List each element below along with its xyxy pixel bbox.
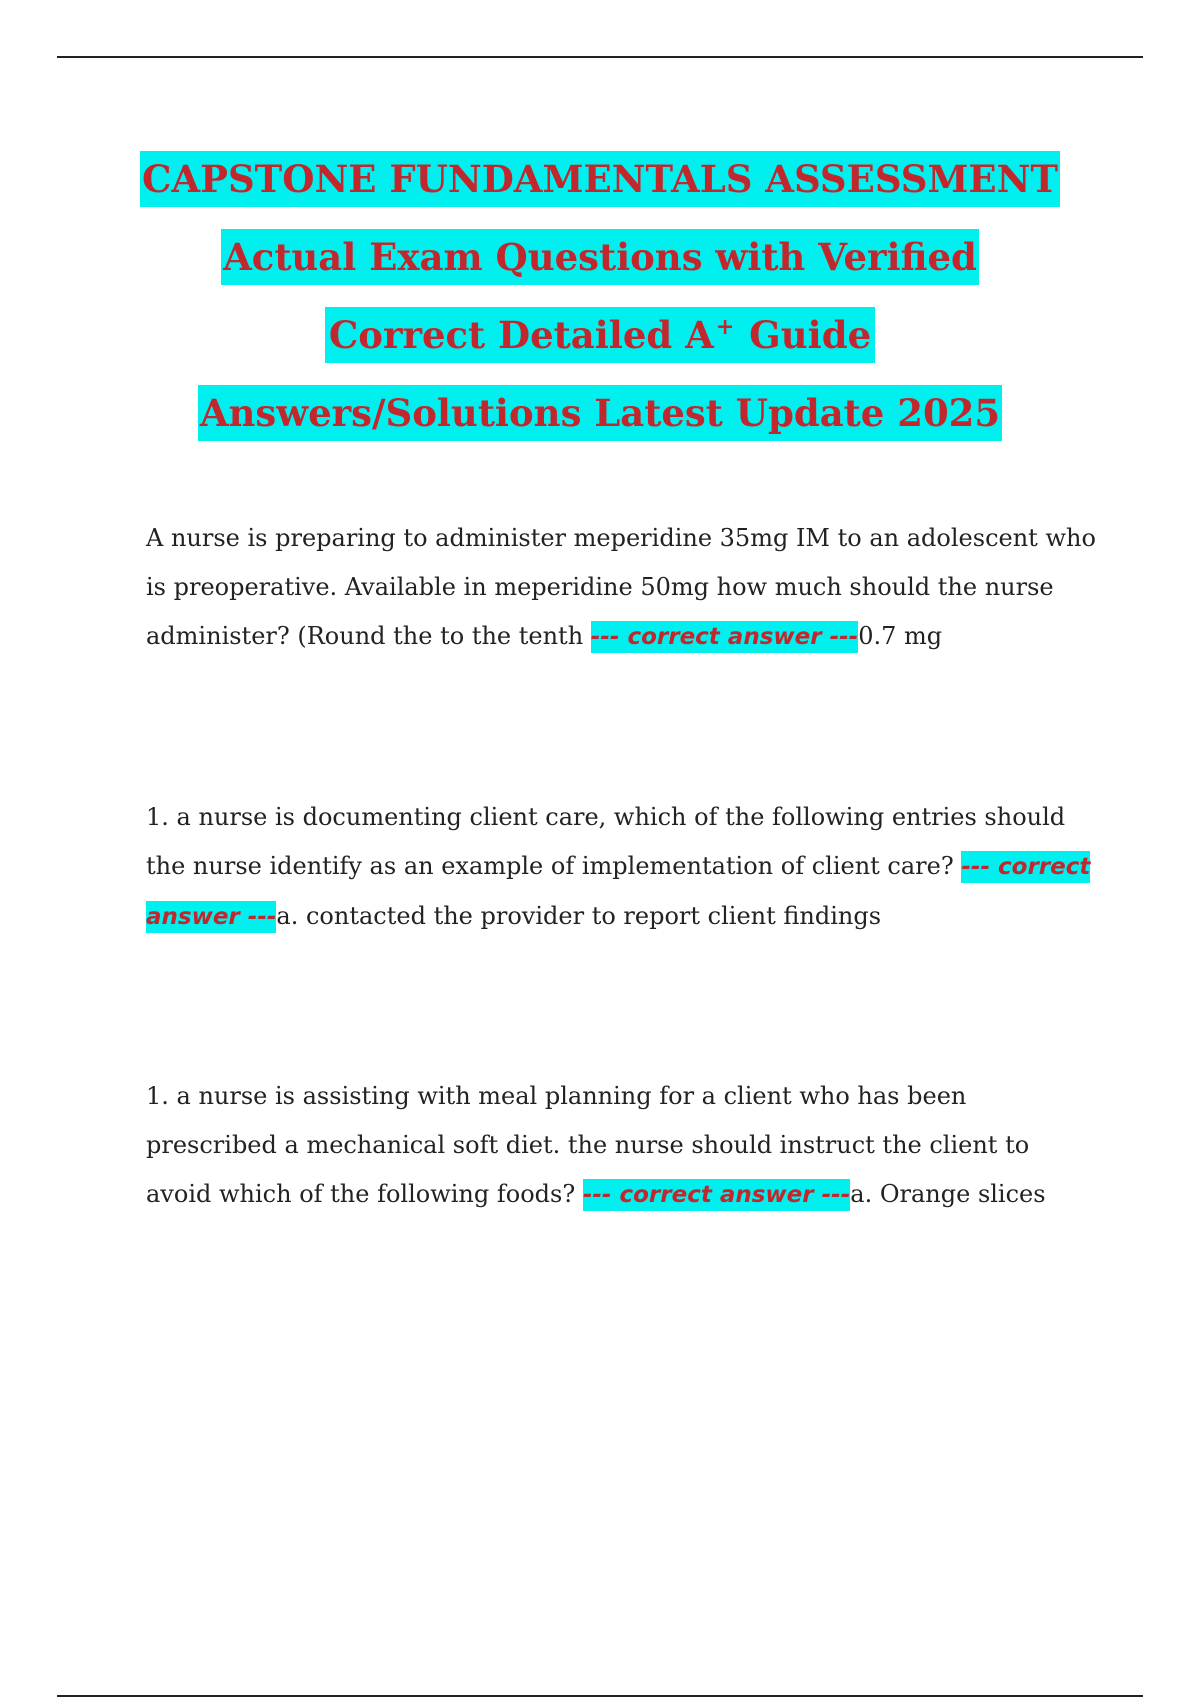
footer-rule bbox=[57, 1695, 1143, 1697]
title-line-2: Actual Exam Questions with Verified bbox=[57, 218, 1143, 296]
plus-superscript: + bbox=[715, 314, 735, 340]
question-block-3 bbox=[146, 1072, 1096, 1220]
correct-answer-marker: --- correct answer --- bbox=[591, 621, 858, 653]
title-line-1: CAPSTONE FUNDAMENTALS ASSESSMENT bbox=[57, 140, 1143, 218]
correct-answer-marker: --- correct answer --- bbox=[583, 1179, 850, 1211]
answer-text: a. Orange slices bbox=[850, 1180, 1046, 1208]
title-line-4: Answers/Solutions Latest Update 2025 bbox=[57, 374, 1143, 452]
correct-answer-marker: --- correct answer --- bbox=[146, 851, 1090, 933]
answer-text: 0.7 mg bbox=[858, 622, 943, 650]
header-rule bbox=[57, 56, 1143, 58]
question-text: 1. a nurse is documenting client care, which of the following entries should the nurse identify as an example of implementation of client care? bbox=[146, 803, 1066, 880]
document-title bbox=[57, 140, 1143, 452]
title-line-3: Correct Detailed A+ Guide bbox=[57, 296, 1143, 374]
answer-text: a. contacted the provider to report client findings bbox=[276, 902, 882, 930]
question-block-2 bbox=[146, 793, 1096, 942]
question-text: A nurse is preparing to administer meperidine 35mg IM to an adolescent who is preoperative. Available in meperidine 50mg how much should the nurse administer? (Round the to the tenth bbox=[146, 524, 1096, 650]
question-block-1 bbox=[146, 514, 1096, 662]
question-text: 1. a nurse is assisting with meal planning for a client who has been prescribed a mechanical soft diet. the nurse should instruct the client to avoid which of the following foods? bbox=[146, 1082, 1030, 1208]
